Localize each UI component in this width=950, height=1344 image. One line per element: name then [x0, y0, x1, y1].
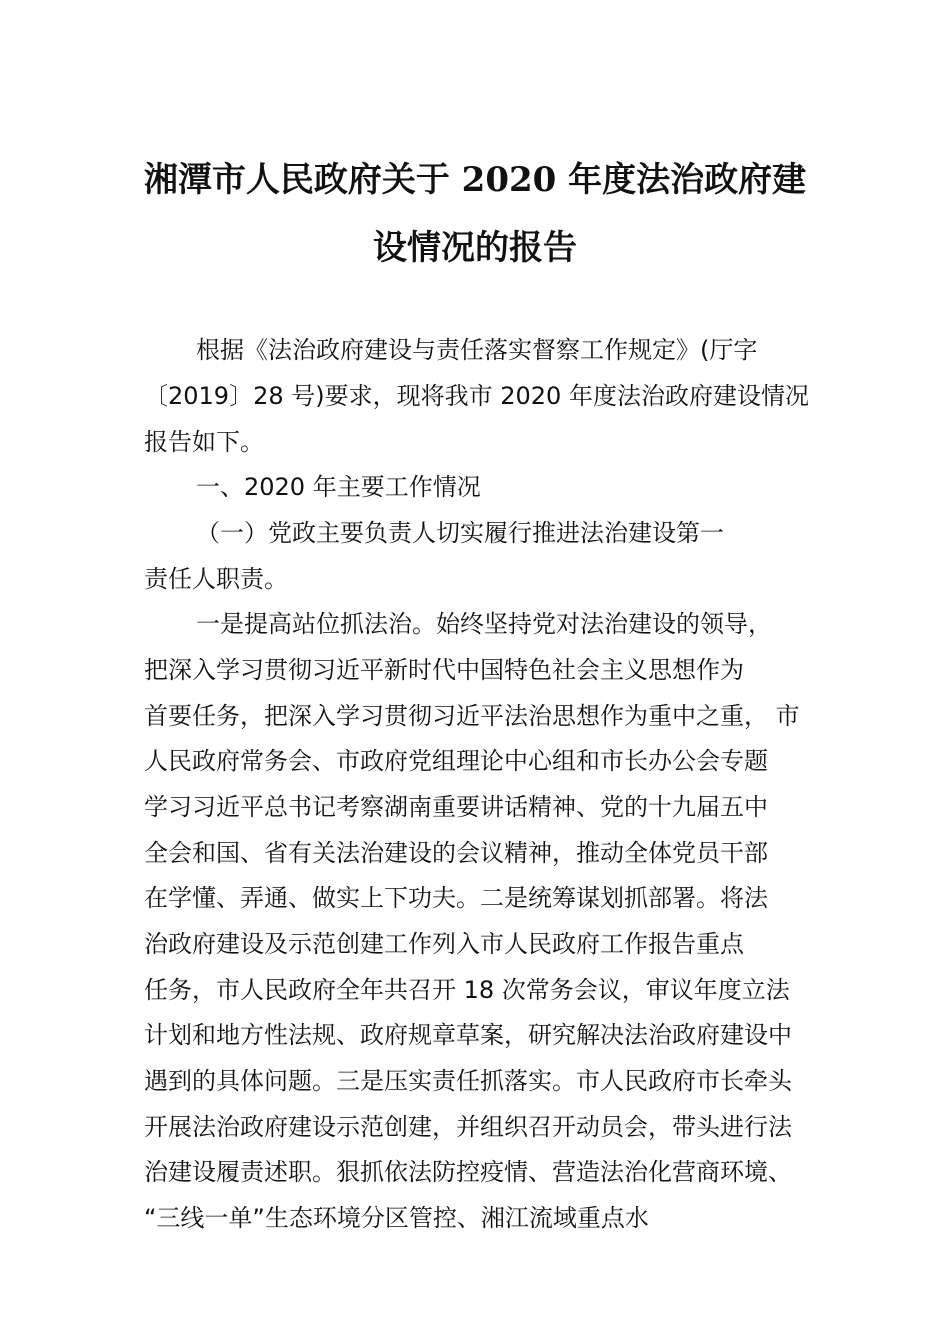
body-line: 把深入学习贯彻习近平新时代中国特色社会主义思想作为: [144, 656, 744, 684]
body-line: 学习习近平总书记考察湖南重要讲话精神、党的十九届五中: [144, 793, 768, 821]
body-line: 治建设履责述职。狠抓依法防控疫情、营造法治化营商环境、: [144, 1158, 792, 1186]
body-line: 根据《法治政府建设与责任落实督察工作规定》(厅字: [196, 336, 758, 364]
body-line: 人民政府常务会、市政府党组理论中心组和市长办公会专题: [144, 747, 768, 775]
body-line: 遇到的具体问题。三是压实责任抓落实。市人民政府市长牵头: [144, 1067, 792, 1095]
document-title-line-2: 设情况的报告: [373, 228, 577, 268]
document-title-line-1: 湘潭市人民政府关于 2020 年度法治政府建: [143, 160, 807, 200]
body-line: 开展法治政府建设示范创建，并组织召开动员会，带头进行法: [144, 1113, 792, 1141]
subsection-heading: （一）党政主要负责人切实履行推进法治建设第一: [196, 519, 724, 547]
body-line: 一是提高站位抓法治。始终坚持党对法治建设的领导，: [196, 610, 772, 638]
body-line: 首要任务，把深入学习贯彻习近平法治思想作为重中之重， 市: [144, 702, 800, 730]
body-line: 责任人职责。: [144, 565, 288, 593]
body-line: 在学懂、弄通、做实上下功夫。二是统筹谋划抓部署。将法: [144, 884, 768, 912]
body-line: 全会和国、省有关法治建设的会议精神，推动全体党员干部: [144, 839, 768, 867]
section-heading: 一、2020 年主要工作情况: [196, 473, 481, 501]
body-line: 治政府建设及示范创建工作列入市人民政府工作报告重点: [144, 930, 744, 958]
body-line: “三线一单”生态环境分区管控、湘江流域重点水: [144, 1204, 649, 1232]
body-line: 任务，市人民政府全年共召开 18 次常务会议，审议年度立法: [144, 976, 790, 1004]
body-line: 报告如下。: [144, 428, 264, 456]
body-line: 计划和地方性法规、政府规章草案，研究解决法治政府建设中: [144, 1021, 792, 1049]
body-line: 〔2019〕28 号)要求，现将我市 2020 年度法治政府建设情况: [144, 382, 809, 410]
